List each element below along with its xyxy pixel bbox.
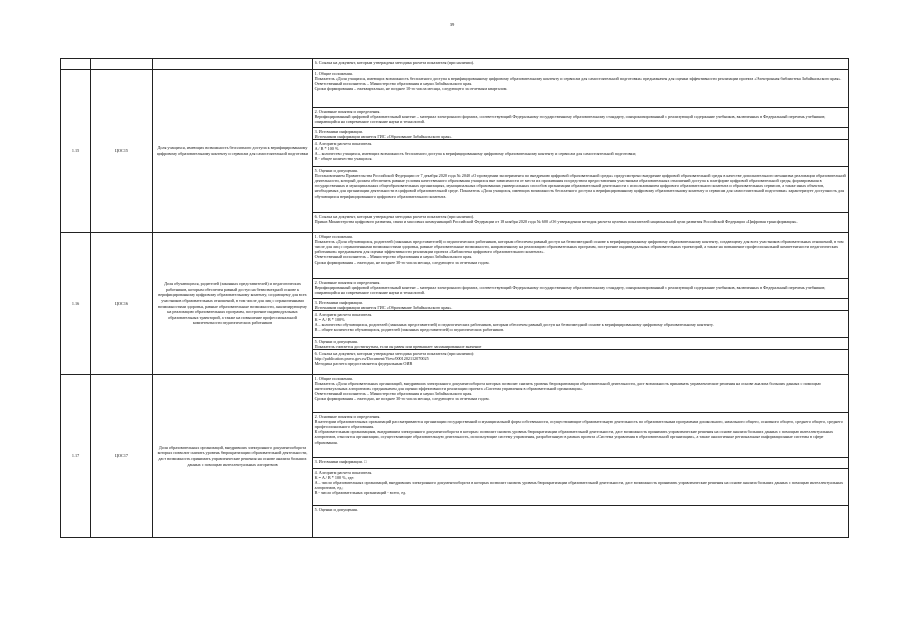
section-text — [313, 412, 848, 457]
page-number: 39 — [449, 22, 455, 27]
section-line: Верифицированный цифровой образовательный контент – материал электронного формата, соответствующий Федеральному государственному образовательному стандарту, синхронизированный с реализующий содержание учебников, включенных в Федеральный перечень учебников; опирающийся на современное состояние науки и технологий. — [314, 113, 826, 124]
indicator-name: Доля образовательных организаций, внедривших электронного документооборота которых позволит снизить уровень бюрократизации образовательной деятельности, даст возможность принимать управленческие решения на основе анализа больших данных с помощью интеллектуальных алгоритмов — [153, 375, 313, 538]
indicator-code: ЦОС17 — [91, 375, 153, 538]
section-text — [313, 166, 848, 212]
indicator-code: ЦОС16 — [91, 233, 153, 375]
indicator-table — [60, 58, 849, 538]
method-link-cell — [313, 59, 849, 70]
section-text — [313, 70, 848, 107]
section-text — [313, 233, 848, 278]
section-line: Методика расчета предоставляется федеральным ОИВ — [314, 361, 413, 366]
section-line: B - число образовательных организаций - всего, ед. — [314, 490, 407, 496]
section-line: Показатель «Доля учащихся, имеющих возможность бесплатного доступа к верифицированному цифровому образовательному контенту и сервисам для самостоятельной подготовки» предназначен для оценки эффективности реализации проекта «Электронная библиотека Забайкальского края». — [314, 75, 842, 81]
section-line: Ответственный исполнитель – Министерство образования и науки Забайкальского края. — [314, 81, 473, 86]
table-row — [61, 375, 849, 538]
section-text — [313, 212, 848, 232]
section-line: A – количество учащихся, имеющих возможность бесплатного доступа к верифицированному цифровому образовательному контенту и сервисам для самостоятельной подготовки; — [314, 151, 636, 156]
section-line: Верифицированный цифровой образовательный контент – материал электронного формата, соответствующий Федеральному государственному образовательному стандарту, синхронизированный с реализующий содержание учебников, включенных в Федеральный перечень учебников; опирающийся на современное состояние науки и технологий. — [314, 284, 826, 295]
section-line: B - общее количество учащихся. — [314, 156, 373, 162]
section-text — [313, 337, 848, 349]
section-heading: 4. Алгоритм расчета показателя. — [314, 140, 373, 146]
section-heading: 1. Общие положения. — [314, 70, 353, 76]
section-text — [313, 349, 848, 374]
section-text: 6. Ссылка на документ, которым утверждена методика расчета показателя (при наличии). — [314, 59, 475, 65]
section-heading: 1. Общие положения. — [314, 375, 353, 381]
section-line: K = A / B * 100 %, где: — [314, 474, 355, 480]
section-heading: 5. Оценки и допущения. — [314, 506, 358, 512]
section-heading: 2. Основные понятия и определения. — [314, 279, 381, 285]
table-row-continuation — [61, 59, 849, 70]
section-heading: 4. Алгоритм расчета показателя. — [314, 311, 373, 317]
section-line: K = A / B * 100% — [314, 316, 345, 322]
section-text — [313, 375, 848, 412]
section-line: Ответственный исполнитель – Министерство образования и науки Забайкальского края. — [314, 254, 473, 260]
indicator-name: Доля учащихся, имеющих возможность бесплатного доступа к верифицированному цифровому образовательному контенту и сервисам для самостоятельной подготовки — [153, 70, 313, 233]
section-heading: 5. Оценки и допущения. — [314, 338, 358, 344]
section-line: Источником информации является ГИС «Образование Забайкальского края». — [314, 133, 453, 139]
section-heading: 6. Ссылка на документ, которым утверждена методика расчета показателя (при наличии). — [314, 213, 475, 219]
indicator-details — [313, 233, 849, 375]
section-text — [313, 298, 848, 310]
section-heading: 3. Источники информации. — [314, 128, 363, 134]
section-line: Источником информации является ГИС «Образование Забайкальского края». — [314, 304, 453, 310]
section-text — [313, 127, 848, 139]
section-text — [313, 278, 848, 298]
section-line: http://publication.pravo.gov.ru/Document/View/0001202112070025 — [314, 355, 429, 361]
section-heading: 3. Источники информации. — [314, 299, 363, 305]
indicator-code: ЦОС15 — [91, 70, 153, 233]
section-heading: 3. Источники информации. □ — [314, 458, 367, 464]
section-text — [313, 310, 848, 337]
indicator-number: 1.16 — [61, 233, 91, 375]
section-text — [313, 457, 848, 468]
section-heading: 5. Оценки и допущения. — [314, 167, 358, 173]
indicator-number: 1.15 — [61, 70, 91, 233]
section-heading: 1. Общие положения. — [314, 233, 353, 239]
table-row — [61, 70, 849, 233]
section-line: В категории образовательных организаций рассматриваются организации государственной и муниципальной форм собственности, осуществляющие образовательную деятельность по образовательным программам дошкольного, начального общего, основного общего, среднего общего, среднего профессионального образования. — [314, 418, 843, 429]
section-line: Показатель считается достигнутым, если он равен или превышает запланированное значение — [314, 343, 482, 349]
section-line: Приказ Министерства цифрового развития, связи и массовых коммуникаций Российской Федерации от 18 ноября 2020 года № 600 «Об утверждении методик расчета целевых показателей национальной цели развития Российской Федерации «Цифровая трансформация». — [314, 218, 798, 224]
section-heading: 2. Основные понятия и определения. — [314, 108, 381, 114]
section-line: Сроки формирования – ежеквартально, не позднее 10-го числа месяца, следующего за отчетным кварталом. — [314, 86, 508, 92]
section-line: Сроки формирования – ежегодно, не позднее 30-го числа месяца, следующего за отчетным годом. — [314, 396, 490, 402]
section-line: Показатель «Доля образовательных организаций, внедривших электронного документооборота которых позволит снизить уровень бюрократизации образовательной деятельности, даст возможность принимать управленческие решения на основе анализа больших данных с помощью интеллектуальных алгоритмов» предназначен для оценки эффективности реализации проекта «Система управления в образовательной организации». — [314, 380, 821, 391]
indicator-details — [313, 70, 849, 233]
section-line: Показатель «Доля обучающихся, родителей (законных представителей) и педагогических работников, которым обеспечен равный доступ на безвозмездной основе к верифицированному цифровому образовательному контенту, создающему для всех участников образовательных отношений, в том числе для лиц с ограниченными возможностями здоровья, равные образовательные возможности, направленному на реализацию образовательных программ, построение индивидуальных образовательных траекторий, а также на повышение профессиональной компетентности педагогических работников» предназначен для оценки эффективности реализации проекта «Библиотека цифрового образовательного контента». — [314, 238, 844, 255]
section-line: К образовательным организациям, внедрившим электронного документооборота в которых: позволит снизить уровень бюрократизации образовательной деятельности, даст возможность принимать управленческие решения на основе анализа больших данных с помощью интеллектуальных алгоритмов, относятся организации, осуществляющие образовательную деятельность, использующие систему управления, разработанную в рамках проекта «Система управления в образовательной организации», а также аналогичные региональные информационные системы в сфере образования. — [314, 429, 834, 445]
section-text — [313, 139, 848, 166]
section-text — [313, 505, 848, 537]
indicator-details — [313, 375, 849, 538]
section-line: Ответственный исполнитель – Министерство образования и науки Забайкальского края. — [314, 391, 473, 397]
section-heading: 4. Алгоритм расчета показателя. — [314, 469, 373, 475]
section-line: B – общее количество обучающихся, родителей (законных представителей) и педагогических работников. — [314, 327, 505, 333]
section-heading: 2. Основные понятия и определения. — [314, 413, 381, 419]
indicator-number: 1.17 — [61, 375, 91, 538]
indicator-name: Доля обучающихся, родителей (законных представителей) и педагогических работников, которым обеспечен равный доступ на безвозмездной основе к верифицированному цифровому образовательному контенту, создающему для всех участников образовательных отношений, в том числе для лиц с ограниченными возможностями здоровья, равные образовательные возможности, анализирующему на реализацию образовательных программ, построение индивидуальных образовательных траекторий, а также на повышение профессиональной компетентности педагогических работников — [153, 233, 313, 375]
section-line: Постановлением Правительства Российской Федерации от 7 декабря 2020 года № 2040 «О проведении эксперимента по внедрению цифровой образовательной среды» предусмотрено внедрение цифровой образовательной среды в качестве дополнительного механизма реализации образовательной деятельности, который должен обеспечить равные условия качественного образования учащихся вне зависимости от места их проживания посредством предоставления участникам образовательных отношений доступа к платформе цифровой образовательной среды, формирования в государственных и муниципальных общеобразовательных организациях, муниципальных образованиях универсальных способов организации образовательной деятельности с использованием цифрового образовательного контента и образовательных сервисов, а также иных объектов, необходимых для организации деятельности в цифровой образовательной среде. Показатель «Доля учащихся, имеющих возможность бесплатного доступа к верифицированному цифровому образовательному контенту и сервисам для самостоятельной подготовки» характеризует доступность для обучающихся верифицированного цифрового образовательного контента. — [314, 172, 846, 199]
section-line: Сроки формирования – ежегодно, не позднее 30-го числа месяца, следующего за отчетным годом. — [314, 259, 490, 265]
section-line: A / B * 100 % — [314, 145, 339, 151]
section-text — [313, 468, 848, 505]
section-heading: 6. Ссылка на документ, которым утверждена методика расчета показателя (при наличии): — [314, 350, 475, 356]
table-row — [61, 233, 849, 375]
section-text — [313, 107, 848, 127]
section-line: A – количество обучающихся, родителей (законных представителей) и педагогических работников, которым обеспечен равный доступ на безвозмездной основе к верифицированному цифровому образовательному контенту. — [314, 322, 714, 327]
section-line: A – число образовательных организаций, внедривших электронного документооборота в которых позволит снизить уровень бюрократизации образовательной деятельности, даст возможность принимать управленческие решения на основе анализа больших данных с помощью интеллектуальных алгоритмов, ед.; — [314, 480, 844, 491]
